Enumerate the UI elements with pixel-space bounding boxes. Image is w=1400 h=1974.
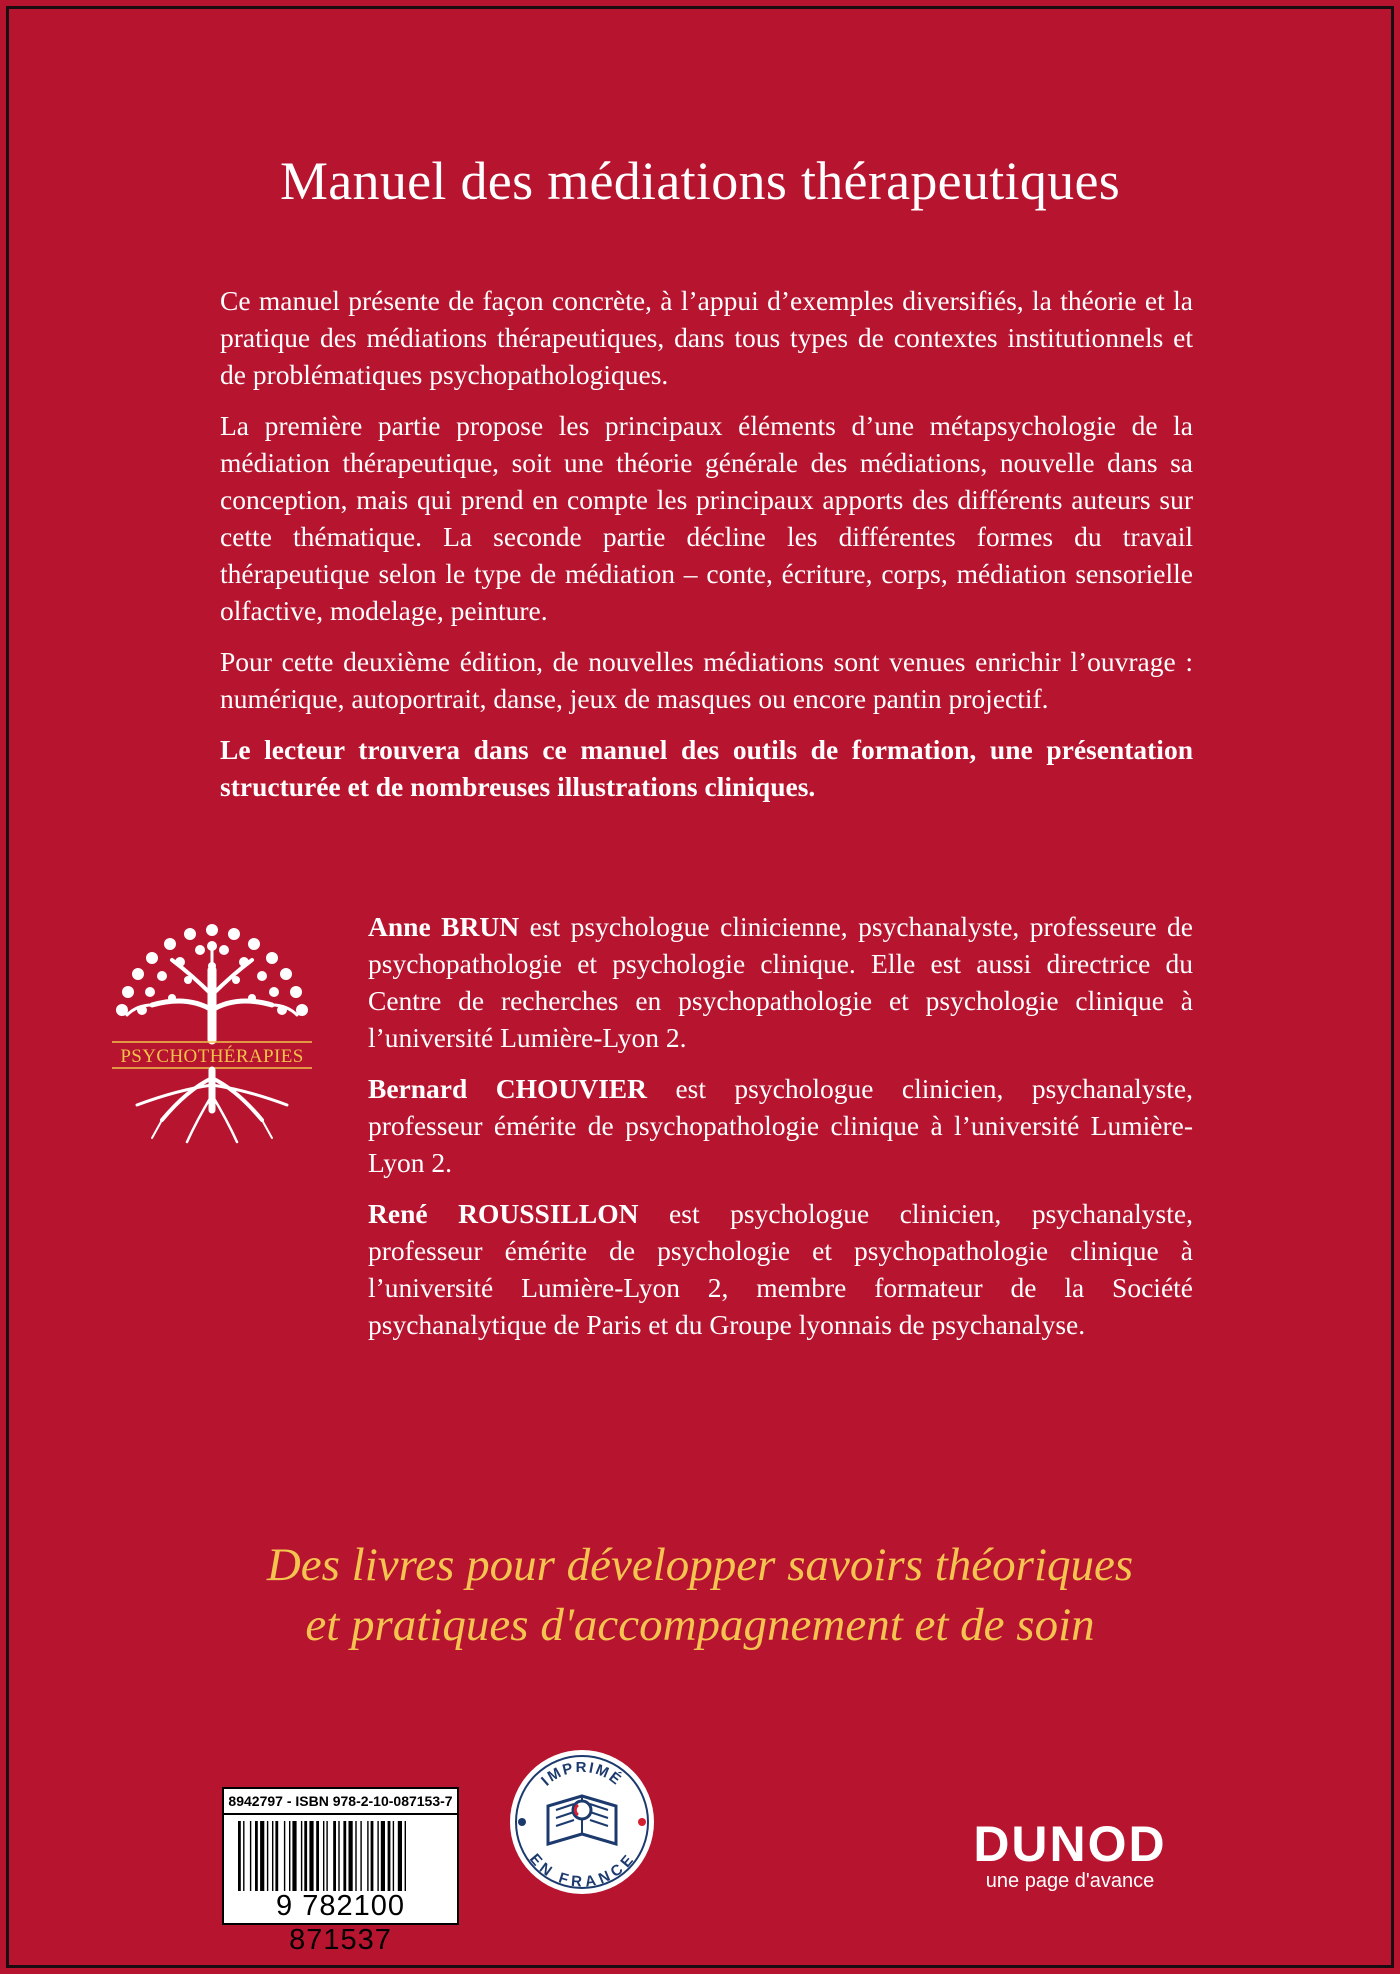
barcode-digits: 9 782100 871537 bbox=[276, 1890, 405, 1956]
author-bio bbox=[368, 1070, 1193, 1181]
back-cover-description bbox=[220, 282, 1193, 819]
collection-label: PSYCHOTHÉRAPIES bbox=[120, 1046, 304, 1067]
barcode-stripe bbox=[272, 1821, 273, 1891]
publisher-logo bbox=[960, 1818, 1180, 1892]
barcode-stripe bbox=[333, 1821, 336, 1891]
tree-emblem-icon bbox=[92, 910, 332, 1150]
publisher-slogan: une page d'avance bbox=[985, 1870, 1155, 1892]
publisher-name: DUNOD bbox=[973, 1816, 1167, 1872]
author-name: Bernard CHOUVIER bbox=[368, 1073, 647, 1104]
author-bios bbox=[368, 908, 1193, 1357]
author-name: Anne BRUN bbox=[368, 911, 520, 942]
barcode-stripe bbox=[388, 1821, 391, 1891]
barcode-stripe bbox=[267, 1821, 268, 1891]
barcode-stripe bbox=[326, 1821, 327, 1891]
barcode-stripe bbox=[255, 1821, 258, 1891]
barcode-stripe bbox=[349, 1821, 353, 1891]
barcode-stripe bbox=[238, 1821, 241, 1891]
barcode-stripe bbox=[381, 1821, 385, 1891]
barcode-stripe bbox=[309, 1821, 313, 1891]
barcode-stripe bbox=[316, 1821, 319, 1891]
barcode-stripe bbox=[377, 1821, 378, 1891]
description-paragraph: Pour cette deuxième édition, de nouvelles médiations sont venues enrichir l’ouvrage : numérique, autoportrait, danse, jeux de masques ou encore pantin projectif. bbox=[220, 646, 1193, 714]
isbn-barcode bbox=[222, 1787, 459, 1956]
author-bio bbox=[368, 908, 1193, 1056]
barcode-stripe bbox=[371, 1821, 374, 1891]
barcode-stripe bbox=[289, 1821, 290, 1891]
barcode-icon bbox=[238, 1821, 448, 1891]
badge-top-text: IMPRIMÉ bbox=[538, 1759, 626, 1790]
barcode-stripe bbox=[260, 1821, 264, 1891]
tagline-line: et pratiques d'accompagnement et de soin bbox=[305, 1599, 1095, 1651]
tagline-line: Des livres pour développer savoirs théoriques bbox=[266, 1539, 1134, 1591]
barcode-stripe bbox=[398, 1821, 402, 1891]
imprime-en-france-badge-icon bbox=[508, 1748, 656, 1896]
author-description: est psychologue clinicienne, psychanalyste, professeure de psychopathologie et psychologie clinique. Elle est aussi directrice du Centre de recherches en psychopathologie et psychologie clinique à l’université Lumière-Lyon 2. bbox=[368, 911, 1193, 1053]
barcode-stripe bbox=[367, 1821, 368, 1891]
isbn-number: 8942797 - ISBN 978-2-10-087153-7 bbox=[224, 1789, 457, 1815]
barcode-stripe bbox=[304, 1821, 307, 1891]
barcode-stripe bbox=[355, 1821, 356, 1891]
description-highlight: Le lecteur trouvera dans ce manuel des outils de formation, une présentation structurée et de nombreuses illustrations cliniques. bbox=[220, 734, 1193, 802]
barcode-stripe bbox=[301, 1821, 302, 1891]
barcode-stripe bbox=[284, 1821, 285, 1891]
barcode-stripe bbox=[393, 1821, 394, 1891]
author-description: est psychologue clinicien, psychanalyste, professeur émérite de psychopathologie clinique à l’université Lumière-Lyon 2. bbox=[368, 1073, 1193, 1178]
book-title: Manuel des médiations thérapeutiques bbox=[279, 151, 1121, 211]
barcode-stripe bbox=[275, 1821, 278, 1891]
barcode-stripe bbox=[250, 1821, 251, 1891]
barcode-stripe bbox=[292, 1821, 296, 1891]
badge-bottom-text: EN FRANCE bbox=[525, 1850, 639, 1891]
barcode-stripe bbox=[338, 1821, 339, 1891]
collection-tagline bbox=[0, 1535, 1400, 1655]
barcode-stripe bbox=[243, 1821, 244, 1891]
author-name: René ROUSSILLON bbox=[368, 1198, 639, 1229]
author-bio bbox=[368, 1195, 1193, 1343]
description-paragraph: Ce manuel présente de façon concrète, à l’appui d’exemples diversifiés, la théorie et la pratique des médiations thérapeutiques, dans tous types de contextes institutionnels et de problématiques psychopathologiques. bbox=[220, 285, 1193, 390]
barcode-stripe bbox=[360, 1821, 361, 1891]
description-paragraph: La première partie propose les principaux éléments d’une métapsychologie de la médiation thérapeutique, soit une théorie générale des médiations, nouvelle dans sa conception, mais qui prend en compte les principaux apports des différents auteurs sur cette thématique. La seconde partie décline les différentes formes du travail thérapeutique selon le type de médiation – conte, écriture, corps, médiation sensorielle olfactive, modelage, peinture. bbox=[220, 410, 1193, 626]
barcode-stripe bbox=[323, 1821, 324, 1891]
barcode-stripe bbox=[343, 1821, 346, 1891]
barcode-stripe bbox=[405, 1821, 406, 1891]
author-description: est psychologue clinicien, psychanalyste, professeur émérite de psychologie et psychopathologie clinique à l’université Lumière-Lyon 2, membre formateur de la Société psychanalytique de Paris et du Groupe lyonnais de psychanalyse. bbox=[368, 1198, 1193, 1340]
